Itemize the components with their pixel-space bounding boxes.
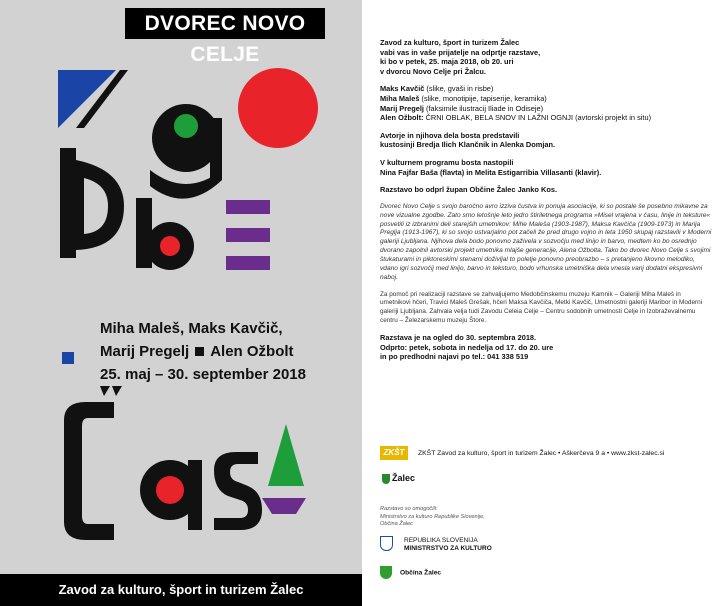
letter-d-shape: [60, 148, 124, 258]
ministry-text: [404, 537, 492, 553]
obcina-logo: [380, 566, 441, 579]
slovenia-emblem-icon: [380, 536, 393, 551]
description-text: Dvorec Novo Celje s svojo baročno avro izziva čustva in ponuja asociacije, ki so postale še posebno mikavne za nove vizualne zgodbe. Zato smo letošnje leto jedro štiriletnega programa »Misel vrajena v času, linije in teksture« posvetili iz izbranimi deli starejših umetnikov: Mihe Maleša (1903-1987), Maksa Kavčiča (1909-1973) in Marija Preglja (1913-1967), ki so svojo ustvarjalno pot začeli že pred drugo vojno in leta 1950 skupaj razstavili v Moderni galeriji Ljubljana. Njihova dela bodo ponovno zaživela v sozvočju med linijo in barvo, medtem ko bo osrednjo dvorano zapolnil avtorski projekt umetnika mlajše generacije, Alena Ožbolta. Tako bo dvorec Novo Celje s svojimi štukaturami in piktoreskimi stenami doživljal to poletje ponovno preobrazbo – s pretanjeno likovno melodiko, vdano igri sozvočij med linijo, barvo in teksturo, bodo vrhunska umetniška dela vnesla vanj dodatni ekspresivni naboj.: [380, 202, 712, 281]
artist-alen: Alen Ožbolt: [210, 343, 294, 360]
letter-c-caron-shape: [64, 386, 122, 540]
square-separator-icon: [195, 347, 204, 356]
poster-footer: Zavod za kulturo, šport in turizem Žalec: [0, 574, 362, 606]
letter-b-shape: [136, 198, 194, 270]
invitation-intro: Zavod za kulturo, šport in turizem Žalec vabi vas in vaše prijatelje na odprtje razstave, ki bo v petek, 25. maja 2018, ob 20. uri v dvorcu Novo Celje pri Žalcu.: [380, 38, 541, 76]
ministry-line-2: MINISTRSTVO ZA KULTURO: [404, 545, 492, 552]
ministry-line-1: REPUBLIKA SLOVENIJA: [404, 537, 478, 544]
thanks-text: Za pomoč pri realizaciji razstave se zahvaljujemo Medobčinskemu muzeju Kamnik – Galeriji Miha Maleš in umetnikovi hčeri, Travici Maleš Grešak, hčeri Maksa Kavčiča, Metki Kavčič, Umetnostni galeriji Maribor in Moderni galeriji Ljubljana. Zahvala velja tudi Zavodu Celeia Celje – Centru sodobnih umetnosti Celje in Izobraževalnemu centru – Železarskemu muzeju Štore.: [380, 290, 703, 324]
obcina-emblem-icon: [380, 566, 392, 579]
invitation-panel: [362, 0, 723, 606]
red-circle-shape: [238, 68, 318, 148]
blue-square-shape: [62, 352, 74, 364]
zalec-shield-icon: [382, 474, 390, 484]
artist-name: Miha Maleš: [380, 93, 420, 103]
invitation-text: [380, 38, 712, 370]
program-text: V kulturnem programu bosta nastopili Nina Fajfar Baša (flavta) in Melita Estigarribia Villasanti (klavir).: [380, 157, 602, 177]
green-triangle-shape: [268, 424, 304, 486]
obcina-text: Občina Žalec: [400, 569, 442, 577]
poster-title: DVOREC NOVO CELJE: [125, 8, 325, 39]
support-text: Razstavo so omogočili: Ministrstvo za kulturo Republike Slovenije, Občina Žalec: [380, 506, 485, 527]
artist-name: Maks Kavčič: [380, 84, 425, 94]
artist-note: (slike, monotipije, tapiserije, keramika): [419, 93, 547, 103]
artist-name: Alen Ožbolt:: [380, 113, 424, 123]
letter-s-shape: [214, 452, 262, 530]
artist-name: Marij Pregelj: [380, 103, 424, 113]
artist-note: ČRNI OBLAK, BELA SNOV IN LAŽNI OGNJI (avtorski projekt in situ): [423, 113, 652, 123]
artist-list: [380, 84, 712, 122]
letter-e-shape: [226, 200, 270, 270]
exhibition-dates: 25. maj – 30. september 2018: [100, 366, 306, 383]
opening-text: Razstavo bo odprl župan Občine Žalec Janko Kos.: [380, 185, 558, 195]
letter-g-shape: [150, 104, 222, 199]
zalec-logo-text: Žalec: [392, 473, 416, 483]
artist-note: (faksimile ilustracij Iliade in Odiseje): [423, 103, 544, 113]
artists-line-1: Miha Maleš, Maks Kavčič,: [100, 320, 283, 337]
zkst-logo: ZKŠT: [380, 446, 408, 460]
poster-artists: [100, 317, 350, 386]
purple-trapezoid-shape: [262, 498, 306, 514]
curators-text: Avtorje in njihova dela bosta predstavili kustosinji Bredja Ilich Klančnik in Alenka Domjan.: [380, 130, 556, 150]
artist-note: (slike, gvaši in risbe): [424, 84, 494, 94]
zkst-address: ZKŠT Zavod za kulturo, šport in turizem Žalec • Aškerčeva 9 a • www.zkst-zalec.si: [418, 450, 665, 457]
letter-a-shape: [140, 460, 202, 530]
visit-text: Razstava je na ogled do 30. septembra 2018. Odprto: petek, sobota in nedelja od 17. do 20. ure in po predhodni najavi po tel.: 041 338 519: [380, 333, 554, 362]
artists-line-2: [100, 340, 350, 363]
poster-artwork: [0, 0, 362, 574]
zalec-logo: [382, 473, 415, 484]
artist-marij: Marij Pregelj: [100, 343, 190, 360]
